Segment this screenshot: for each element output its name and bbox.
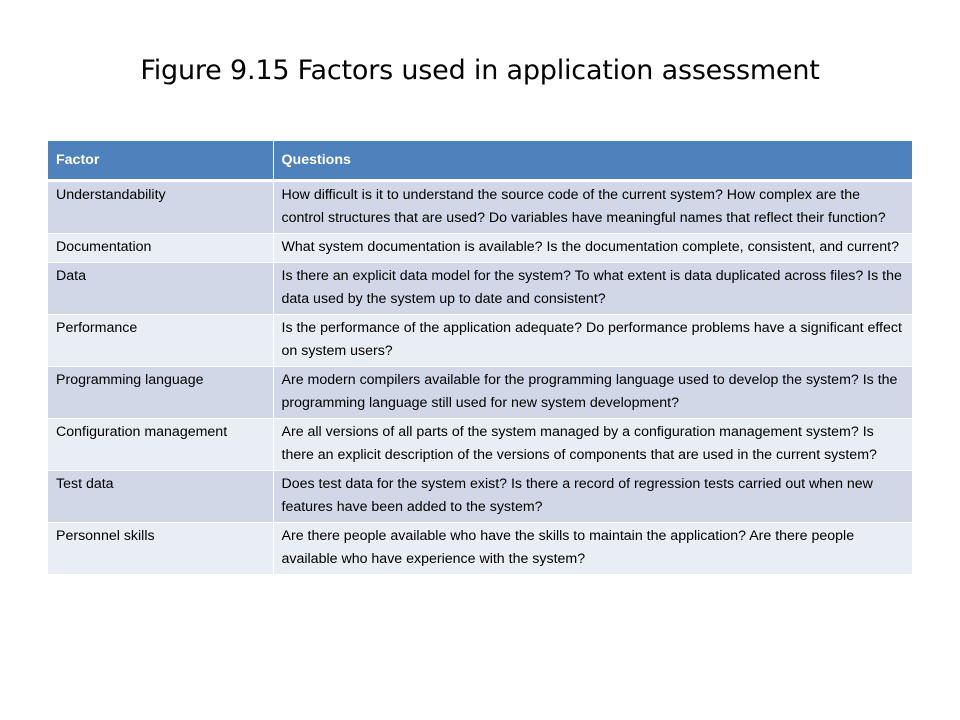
factor-cell: Data xyxy=(48,263,273,315)
table-header-row xyxy=(48,141,912,181)
questions-cell: Is the performance of the application adequate? Do performance problems have a significant effect on system users? xyxy=(273,315,912,367)
factor-cell: Configuration management xyxy=(48,419,273,471)
factor-cell: Understandability xyxy=(48,181,273,234)
slide-title: Figure 9.15 Factors used in application assessment xyxy=(140,55,820,86)
factor-cell: Performance xyxy=(48,315,273,367)
questions-cell: How difficult is it to understand the source code of the current system? How complex are the control structures that are used? Do variables have meaningful names that reflect their function? xyxy=(273,181,912,234)
table-row xyxy=(48,315,912,367)
table-row xyxy=(48,419,912,471)
table-row xyxy=(48,367,912,419)
questions-cell: Is there an explicit data model for the system? To what extent is data duplicated across files? Is the data used by the system up to date and consistent? xyxy=(273,263,912,315)
table-row xyxy=(48,263,912,315)
questions-cell: What system documentation is available? Is the documentation complete, consistent, and current? xyxy=(273,234,912,263)
table-row xyxy=(48,523,912,575)
factor-cell: Documentation xyxy=(48,234,273,263)
questions-cell: Are modern compilers available for the programming language used to develop the system? Is the programming language still used for new system development? xyxy=(273,367,912,419)
questions-cell: Are there people available who have the skills to maintain the application? Are there people available who have experience with the system? xyxy=(273,523,912,575)
header-questions: Questions xyxy=(273,141,912,181)
factor-cell: Personnel skills xyxy=(48,523,273,575)
questions-cell: Are all versions of all parts of the system managed by a configuration management system? Is there an explicit description of the versions of components that are used in the current system? xyxy=(273,419,912,471)
questions-cell: Does test data for the system exist? Is there a record of regression tests carried out when new features have been added to the system? xyxy=(273,471,912,523)
table-row xyxy=(48,234,912,263)
table-row xyxy=(48,471,912,523)
assessment-factors-table xyxy=(48,141,912,575)
header-factor: Factor xyxy=(48,141,273,181)
factor-cell: Test data xyxy=(48,471,273,523)
factor-cell: Programming language xyxy=(48,367,273,419)
table-row xyxy=(48,181,912,234)
